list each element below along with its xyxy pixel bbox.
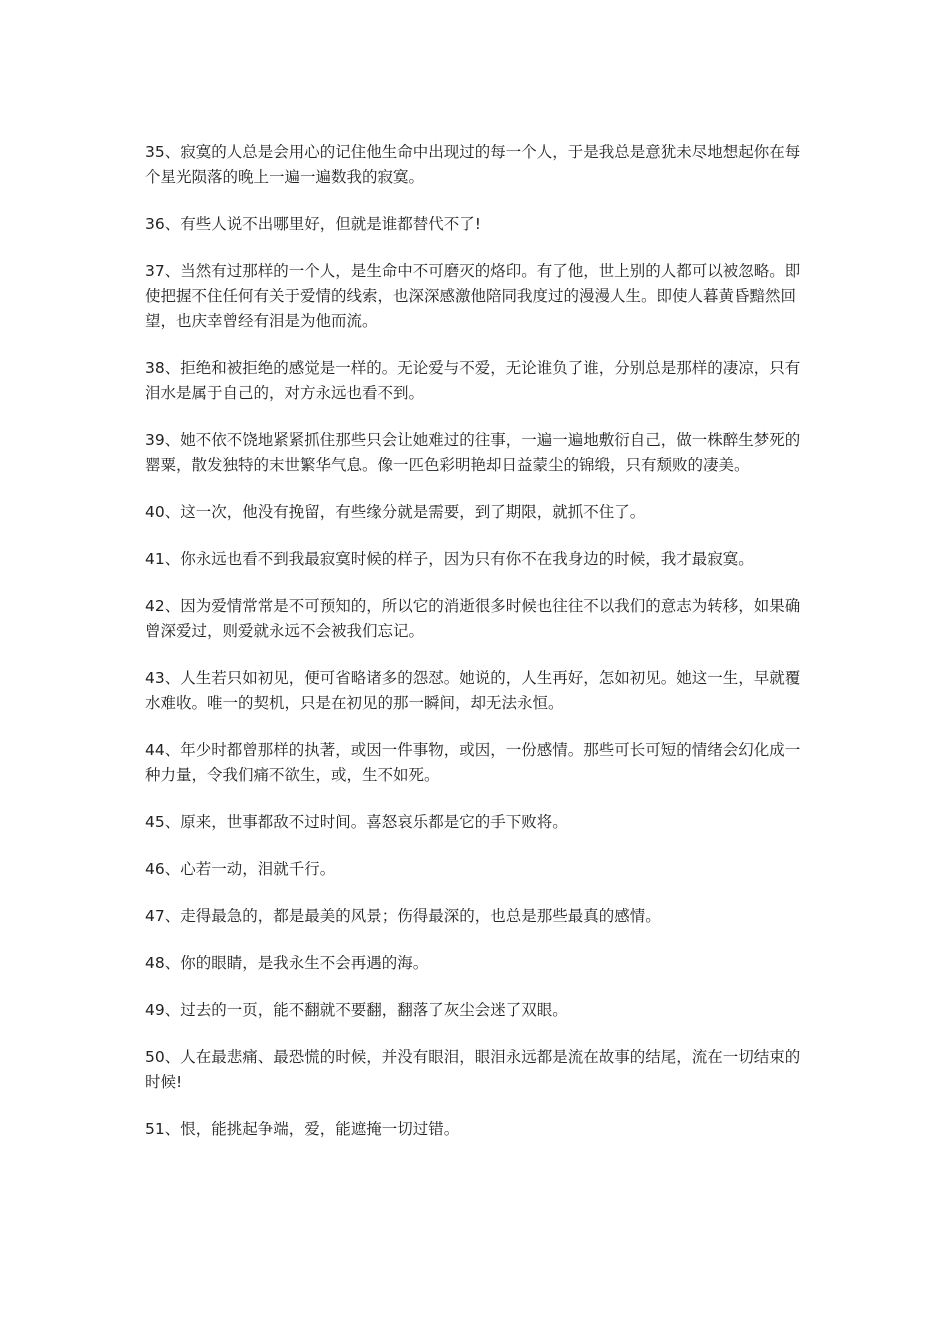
quote-paragraph: 42、因为爱情常常是不可预知的，所以它的消逝很多时候也往往不以我们的意志为转移，如果确曾深爱过，则爱就永远不会被我们忘记。 xyxy=(145,597,801,640)
quote-paragraph: 46、心若一动，泪就千行。 xyxy=(145,860,336,878)
quote-paragraph: 45、原来，世事都敌不过时间。喜怒哀乐都是它的手下败将。 xyxy=(145,813,568,831)
quote-list xyxy=(145,140,813,1164)
quote-paragraph: 43、人生若只如初见，便可省略诸多的怨怼。她说的，人生再好，怎如初见。她这一生，早就覆水难收。唯一的契机，只是在初见的那一瞬间，却无法永恒。 xyxy=(145,669,801,712)
quote-paragraph: 49、过去的一页，能不翻就不要翻，翻落了灰尘会迷了双眼。 xyxy=(145,1001,568,1019)
quote-paragraph: 41、你永远也看不到我最寂寞时候的样子，因为只有你不在我身边的时候，我才最寂寞。 xyxy=(145,550,754,568)
quote-paragraph: 38、拒绝和被拒绝的感觉是一样的。无论爱与不爱，无论谁负了谁，分别总是那样的凄凉，只有泪水是属于自己的，对方永远也看不到。 xyxy=(145,359,801,402)
quote-paragraph: 35、寂寞的人总是会用心的记住他生命中出现过的每一个人，于是我总是意犹未尽地想起你在每个星光陨落的晚上一遍一遍数我的寂寞。 xyxy=(145,143,801,186)
quote-paragraph: 36、有些人说不出哪里好，但就是谁都替代不了! xyxy=(145,215,481,233)
quote-paragraph: 37、当然有过那样的一个人，是生命中不可磨灭的烙印。有了他，世上别的人都可以被忽略。即使把握不住任何有关于爱情的线索，也深深感激他陪同我度过的漫漫人生。即使人暮黄昏黯然回望，也庆幸曾经有泪是为他而流。 xyxy=(145,262,801,330)
quote-paragraph: 48、你的眼睛，是我永生不会再遇的海。 xyxy=(145,954,429,972)
quote-paragraph: 47、走得最急的，都是最美的风景；伤得最深的，也总是那些最真的感情。 xyxy=(145,907,661,925)
quote-paragraph: 51、恨，能挑起争端，爱，能遮掩一切过错。 xyxy=(145,1120,460,1138)
quote-paragraph: 39、她不依不饶地紧紧抓住那些只会让她难过的往事，一遍一遍地敷衍自己，做一株醉生梦死的罂粟，散发独特的末世繁华气息。像一匹色彩明艳却日益蒙尘的锦缎，只有颓败的凄美。 xyxy=(145,431,801,474)
quote-paragraph: 40、这一次，他没有挽留，有些缘分就是需要，到了期限，就抓不住了。 xyxy=(145,503,646,521)
quote-paragraph: 50、人在最悲痛、最恐慌的时候，并没有眼泪，眼泪永远都是流在故事的结尾，流在一切结束的时候! xyxy=(145,1048,801,1091)
quote-paragraph: 44、年少时都曾那样的执著，或因一件事物，或因，一份感情。那些可长可短的情绪会幻化成一种力量，令我们痛不欲生，或，生不如死。 xyxy=(145,741,801,784)
